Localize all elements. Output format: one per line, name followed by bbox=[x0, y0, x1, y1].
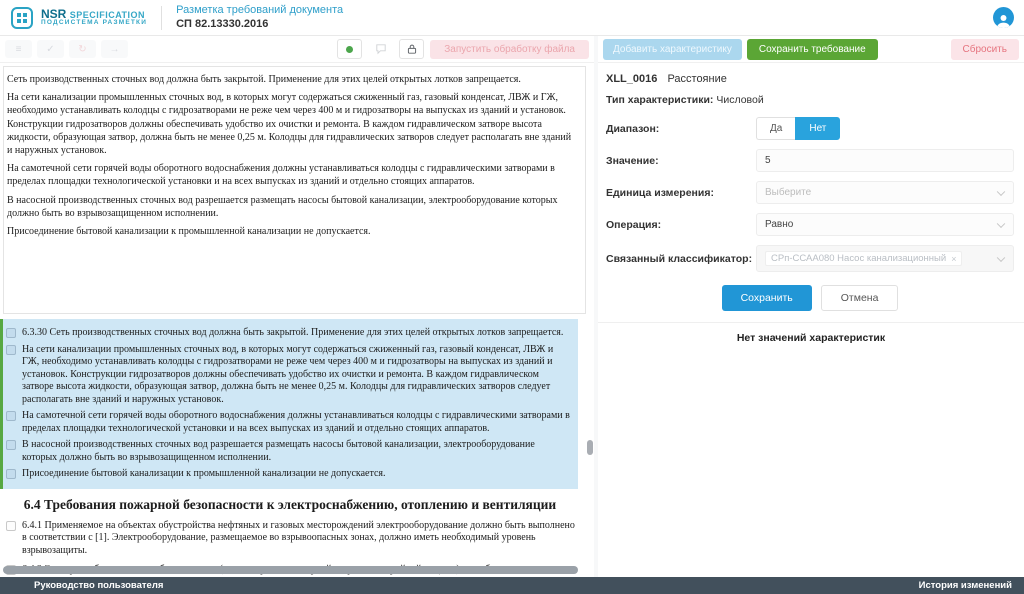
type-label: Тип характеристики: bbox=[606, 94, 714, 106]
arrow-icon: → bbox=[109, 43, 120, 55]
requirement-checkbox[interactable] bbox=[6, 411, 16, 421]
user-guide-link[interactable]: Руководство пользователя bbox=[34, 580, 164, 591]
requirement-item[interactable] bbox=[6, 468, 570, 481]
characteristic-name: Расстояние bbox=[667, 73, 727, 85]
requirement-text: В насосной производственных сточных вод разрешается размещать насосы бытовой канализации, электрооборудование которых должно быть во взрывозащищенном исполнении. bbox=[22, 439, 535, 463]
operation-label: Операция: bbox=[606, 218, 662, 231]
cancel-button[interactable]: Отмена bbox=[821, 285, 899, 311]
requirement-text: На сети канализации промышленных сточных вод, в которых могут содержаться сжиженный газ, газовый конденсат, ЛВЖ и ГЖ, необходимо устанавливать колодцы с гидрозатворами не реже чем через 400 м и гидрозатворы на выпусках из зданий и установок. Конструкции гидрозатворов должны обеспечивать удобство их очистки и ремонта. В каждом гидравлическом затворе высота жидкости, образующая затвор, должна быть не менее 0,25 м. Колодцы для гидравлических затворов следует располагать вне зданий и наружных установок. bbox=[22, 343, 554, 405]
type-value: Числовой bbox=[716, 94, 764, 106]
menu-icon: ≡ bbox=[15, 43, 22, 55]
classifier-select bbox=[756, 245, 1014, 272]
unit-label: Единица измерения: bbox=[606, 186, 714, 199]
requirement-checkbox[interactable] bbox=[6, 469, 16, 479]
value-row bbox=[606, 149, 1014, 172]
document-toolbar bbox=[0, 36, 594, 63]
section-heading: 6.4 Требования пожарной безопасности к электроснабжению, отоплению и вентиляции bbox=[23, 496, 557, 512]
comment-icon bbox=[375, 43, 387, 55]
menu-icon-button[interactable] bbox=[5, 40, 32, 58]
form-buttons bbox=[606, 285, 1014, 311]
operation-row bbox=[606, 213, 1014, 236]
horizontal-scrollbar[interactable] bbox=[3, 566, 578, 574]
comment-button bbox=[368, 39, 393, 59]
app-footer bbox=[0, 577, 1024, 594]
user-avatar[interactable] bbox=[993, 7, 1014, 28]
brand-suffix: SPECIFICATION bbox=[69, 9, 146, 20]
requirement-item[interactable] bbox=[6, 327, 570, 340]
range-no-button[interactable]: Нет bbox=[795, 117, 840, 140]
characteristic-type-row bbox=[606, 94, 1014, 106]
requirement-checkbox[interactable] bbox=[6, 328, 16, 338]
range-label: Диапазон: bbox=[606, 122, 660, 135]
characteristic-panel bbox=[598, 36, 1024, 577]
document-paragraph: На сети канализации промышленных сточных вод, в которых могут содержаться сжиженный газ, газовый конденсат, ЛВЖ и ГЖ, необходимо устанавливать колодцы с гидрозатворами не реже чем через 400 м и гидрозатворы на выпусках из зданий и установок. Конструкции гидрозатворов должны обеспечивать удобство их очистки и ремонта. В каждом гидравлическом затворе высота жидкости, образующая затвор, должна быть не менее 0,25 м. Колодцы для гидравлических затворов следует располагать вне зданий и наружных установок. bbox=[7, 92, 572, 156]
characteristic-toolbar bbox=[598, 36, 1024, 63]
run-processing-button: Запустить обработку файла bbox=[430, 40, 589, 59]
requirement-checkbox[interactable] bbox=[6, 521, 16, 531]
classifier-row bbox=[606, 245, 1014, 272]
arrow-icon-button[interactable] bbox=[101, 40, 128, 58]
document-content bbox=[0, 63, 594, 577]
range-yes-button[interactable]: Да bbox=[756, 117, 795, 140]
lock-button[interactable] bbox=[399, 39, 424, 59]
document-panel bbox=[0, 36, 594, 577]
classifier-tag bbox=[765, 251, 962, 266]
save-requirement-button[interactable]: Сохранить требование bbox=[747, 39, 878, 60]
classifier-tag-text: СРп-ССАА080 Насос канализационный bbox=[771, 253, 947, 264]
selected-requirement-block[interactable] bbox=[0, 319, 578, 489]
classifier-label: Связанный классификатор: bbox=[606, 252, 753, 265]
requirement-text: 6.4.1 Применяемое на объектах обустройства нефтяных и газовых месторождений электрооборудование должно быть выполнено в соответствии с [1]. Электрооборудование, размещаемое во взрывоопасных зонах, должно иметь необходимый уровень взрывозащиты. bbox=[22, 519, 575, 556]
requirement-text: 6.3.30 Сеть производственных сточных вод должна быть закрытой. Применение для этих целей открытых лотков запрещается. bbox=[22, 327, 564, 339]
main-area bbox=[0, 36, 1024, 577]
app-header bbox=[0, 0, 1024, 36]
requirement-item[interactable] bbox=[6, 344, 570, 407]
operation-select[interactable] bbox=[756, 213, 1014, 236]
requirement-checkbox[interactable] bbox=[6, 345, 16, 355]
brand-name: NSR bbox=[41, 6, 67, 21]
page-title bbox=[176, 4, 343, 32]
lock-icon bbox=[406, 43, 418, 55]
operation-value: Равно bbox=[765, 219, 794, 230]
green-status-icon bbox=[346, 46, 353, 53]
characteristic-code: XLL_0016 bbox=[606, 73, 658, 85]
requirement-checkbox[interactable] bbox=[6, 440, 16, 450]
brand-subtitle: ПОДСИСТЕМА РАЗМЕТКИ bbox=[41, 19, 148, 27]
change-history-link[interactable]: История изменений bbox=[918, 580, 1012, 591]
document-toolbar-right bbox=[337, 39, 589, 59]
remove-tag-icon[interactable]: × bbox=[951, 253, 957, 264]
user-icon bbox=[995, 13, 1012, 28]
nsr-logo-icon bbox=[10, 6, 34, 30]
no-values-message: Нет значений характеристик bbox=[736, 332, 886, 344]
status-dot-button[interactable] bbox=[337, 39, 362, 59]
vertical-scrollbar[interactable] bbox=[587, 440, 593, 455]
check-icon-button[interactable] bbox=[37, 40, 64, 58]
value-label: Значение: bbox=[606, 154, 659, 167]
requirement-item[interactable] bbox=[6, 520, 580, 558]
unit-row bbox=[606, 181, 1014, 204]
document-paragraph: Присоединение бытовой канализации к промышленной канализации не допускается. bbox=[7, 225, 371, 237]
document-paragraph: На самотечной сети горячей воды оборотного водоснабжения должны устанавливаться колодцы с гидравлическими затворами в пределах площадки технологической установки и на всех выпусках из зданий и отдельно стоящих аппаратов. bbox=[7, 163, 555, 188]
unit-placeholder: Выберите bbox=[765, 187, 812, 198]
logo-text bbox=[41, 8, 147, 27]
document-paragraph: В насосной производственных сточных вод разрешается размещать насосы бытовой канализации, электрооборудование которых должно быть во взрывозащищенном исполнении. bbox=[7, 194, 558, 219]
refresh-icon-button[interactable] bbox=[69, 40, 96, 58]
save-button[interactable]: Сохранить bbox=[722, 285, 812, 311]
page-title-line1: Разметка требований документа bbox=[176, 3, 344, 16]
requirement-item[interactable] bbox=[6, 410, 570, 435]
add-characteristic-button: Добавить характеристику bbox=[603, 39, 742, 60]
characteristic-title bbox=[606, 73, 1014, 85]
requirement-text: На самотечной сети горячей воды оборотного водоснабжения должны устанавливаться колодцы с гидравлическими затворами в пределах площадки технологической установки и на всех выпусках из зданий и отдельно стоящих аппаратов. bbox=[22, 410, 570, 434]
document-paragraph: Сеть производственных сточных вод должна быть закрытой. Применение для этих целей открытых лотков запрещается. bbox=[7, 74, 521, 85]
requirement-text: Присоединение бытовой канализации к промышленной канализации не допускается. bbox=[22, 468, 386, 480]
characteristic-form bbox=[598, 63, 1024, 311]
requirement-item[interactable] bbox=[6, 439, 570, 464]
range-row bbox=[606, 117, 1014, 140]
refresh-icon: ↻ bbox=[78, 43, 87, 55]
unit-select[interactable] bbox=[756, 181, 1014, 204]
document-text-box bbox=[3, 66, 586, 314]
range-toggle bbox=[756, 117, 840, 140]
reset-button[interactable]: Сбросить bbox=[951, 39, 1019, 60]
header-divider bbox=[161, 6, 162, 30]
value-input[interactable] bbox=[756, 149, 1014, 172]
check-icon: ✓ bbox=[46, 43, 55, 55]
page-title-document-code: СП 82.13330.2016 bbox=[176, 17, 269, 30]
app-logo bbox=[10, 6, 147, 30]
